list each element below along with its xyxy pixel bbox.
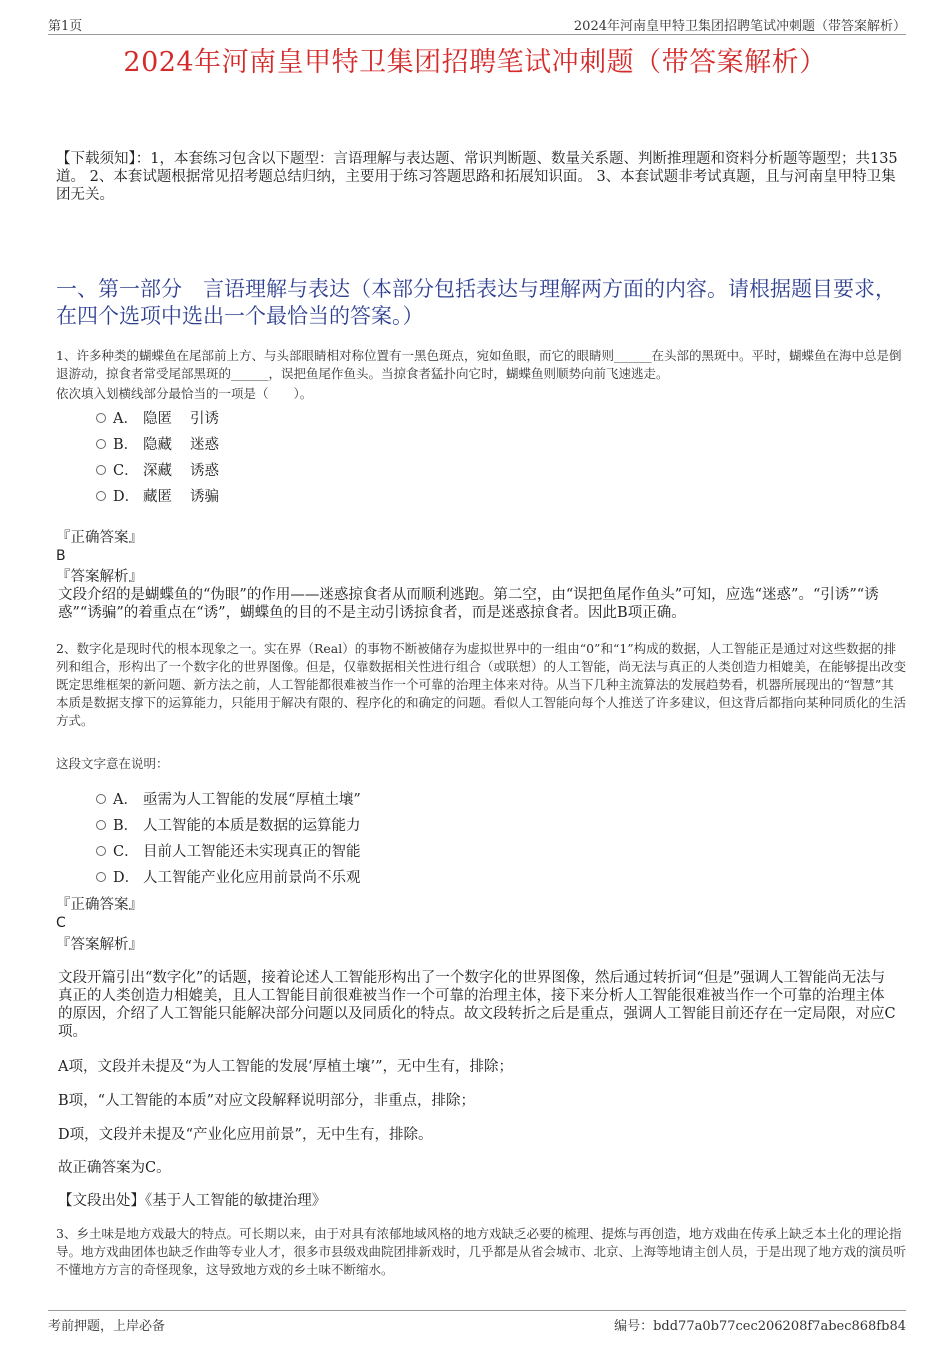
q1-analysis-label: 『答案解析』	[56, 569, 143, 585]
q2-answer: C	[56, 915, 66, 931]
download-notice: 【下载须知】：1，本套练习包含以下题型：言语理解与表达题、常识判断题、数量关系题、判断推理题和资料分析题等题型；共135道。 2、本套试题根据常见招考题总结归纳，主要用于练习答题思路和拓展知识面。 3、本套试题非考试真题，且与河南皇甲特卫集团无关。	[56, 151, 898, 203]
q1-option-d[interactable]: D． 藏匿 诱骗	[96, 486, 219, 508]
q2-analysis-label: 『答案解析』	[56, 937, 143, 953]
q2-answer-label: 『正确答案』	[56, 897, 143, 913]
radio-icon[interactable]	[96, 413, 106, 423]
footer-doc-id: 编号：bdd77a0b77cec206208f7abec868fb84	[614, 1319, 906, 1334]
radio-icon[interactable]	[96, 439, 106, 449]
footer-slogan: 考前押题，上岸必备	[48, 1319, 166, 1334]
q2-option-c[interactable]: C． 目前人工智能还未实现真正的智能	[96, 841, 361, 863]
radio-icon[interactable]	[96, 794, 106, 804]
page-header	[48, 14, 906, 35]
page-title: 2024年河南皇甲特卫集团招聘笔试冲刺题（带答案解析）	[123, 47, 827, 78]
question-3-stem: 3、乡土味是地方戏最大的特点。可长期以来，由于对具有浓郁地域风格的地方戏缺乏必要的梳理、提炼与再创造，地方戏曲在传承上缺乏本土化的理论指导。地方戏曲团体也缺乏作曲等专业人才，很多市县级戏曲院团排新戏时，几乎都是从省会城市、北京、上海等地请主创人员，于是出现了地方戏的演员听不懂地方方言的奇怪现象，这导致地方戏的乡土味不断缩水。	[56, 1226, 907, 1277]
q1-answer-label: 『正确答案』	[56, 530, 143, 546]
q2-note-a: A项，文段并未提及“为人工智能的发展‘厚植土壤’”，无中生有，排除；	[58, 1059, 514, 1075]
q1-answer: B	[56, 548, 66, 564]
q2-note-b: B项，“人工智能的本质”对应文段解释说明部分，非重点，排除；	[58, 1093, 475, 1109]
question-2-ask: 这段文字意在说明：	[56, 756, 169, 771]
q2-option-d[interactable]: D． 人工智能产业化应用前景尚不乐观	[96, 867, 361, 889]
q2-option-a[interactable]: A． 亟需为人工智能的发展“厚植土壤”	[96, 789, 361, 811]
q1-option-c[interactable]: C． 深藏 诱惑	[96, 460, 219, 482]
section-heading: 一、第一部分 言语理解与表达（本部分包括表达与理解两方面的内容。请根据题目要求，在四个选项中选出一个最恰当的答案。）	[56, 277, 896, 328]
radio-icon[interactable]	[96, 491, 106, 501]
q2-analysis: 文段开篇引出“数字化”的话题，接着论述人工智能形构出了一个数字化的世界图像，然后通过转折词“但是”强调人工智能尚无法与真正的人类创造力相媲美，且人工智能目前很难被当作一个可靠的治理主体，接下来分析人工智能很难被当作一个可靠的治理主体的原因，介绍了人工智能只能解决部分问题以及同质化的特点。故文段转折之后是重点，强调人工智能目前还存在一定局限，对应C项。	[58, 970, 896, 1040]
q2-conclusion: 故正确答案为C。	[58, 1160, 171, 1176]
header-doc-title: 2024年河南皇甲特卫集团招聘笔试冲刺题（带答案解析）	[573, 19, 906, 34]
q1-option-b[interactable]: B． 隐藏 迷惑	[96, 434, 219, 456]
question-2-stem: 2、数字化是现时代的根本现象之一。实在界（Real）的事物不断被储存为虚拟世界中的一组由“0”和“1”构成的数据，人工智能正是通过对这些数据的排列和组合，形构出了一个数字化的世界图像。但是，仅靠数据相关性进行组合（或联想）的人工智能，尚无法与真正的人类创造力相媲美，在能够提出改变既定思维框架的新问题、新方法之前，人工智能都很难被当作一个可靠的治理主体来对待。从当下几种主流算法的发展趋势看，机器所展现出的“智慧”其本质是数据支撑下的运算能力，只能用于解决有限的、程序化的和确定的问题。看似人工智能向每个人推送了许多建议，但这背后都指向某种同质化的生活方式。	[56, 641, 907, 728]
q1-analysis: 文段介绍的是蝴蝶鱼的“伪眼”的作用——迷惑掠食者从而顺利逃跑。第二空，由“误把鱼尾作鱼头”可知，应选“迷惑”。“引诱”“诱惑”“诱骗”的着重点在“诱”，蝴蝶鱼的目的不是主动引诱掠食者，而是迷惑掠食者。因此B项正确。	[58, 587, 879, 621]
page-number: 第1页	[48, 19, 83, 34]
q2-option-b[interactable]: B． 人工智能的本质是数据的运算能力	[96, 815, 361, 837]
question-1-ask: 依次填入划横线部分最恰当的一项是（ ）。	[56, 386, 313, 401]
question-1-stem: 1、许多种类的蝴蝶鱼在尾部前上方、与头部眼睛相对称位置有一黑色斑点，宛如鱼眼，而它的眼睛则______在头部的黑斑中。平时，蝴蝶鱼在海中总是倒退游动，掠食者常受尾部黑斑的______，误把鱼尾作鱼头。当掠食者猛扑向它时，蝴蝶鱼则顺势向前飞速逃走。	[56, 348, 902, 381]
q1-option-a[interactable]: A． 隐匿 引诱	[96, 408, 219, 430]
radio-icon[interactable]	[96, 846, 106, 856]
q2-note-d: D项，文段并未提及“产业化应用前景”，无中生有，排除。	[58, 1127, 433, 1143]
radio-icon[interactable]	[96, 820, 106, 830]
q2-source: 【文段出处】《基于人工智能的敏捷治理》	[58, 1193, 327, 1209]
radio-icon[interactable]	[96, 872, 106, 882]
radio-icon[interactable]	[96, 465, 106, 475]
page-footer	[48, 1310, 906, 1333]
